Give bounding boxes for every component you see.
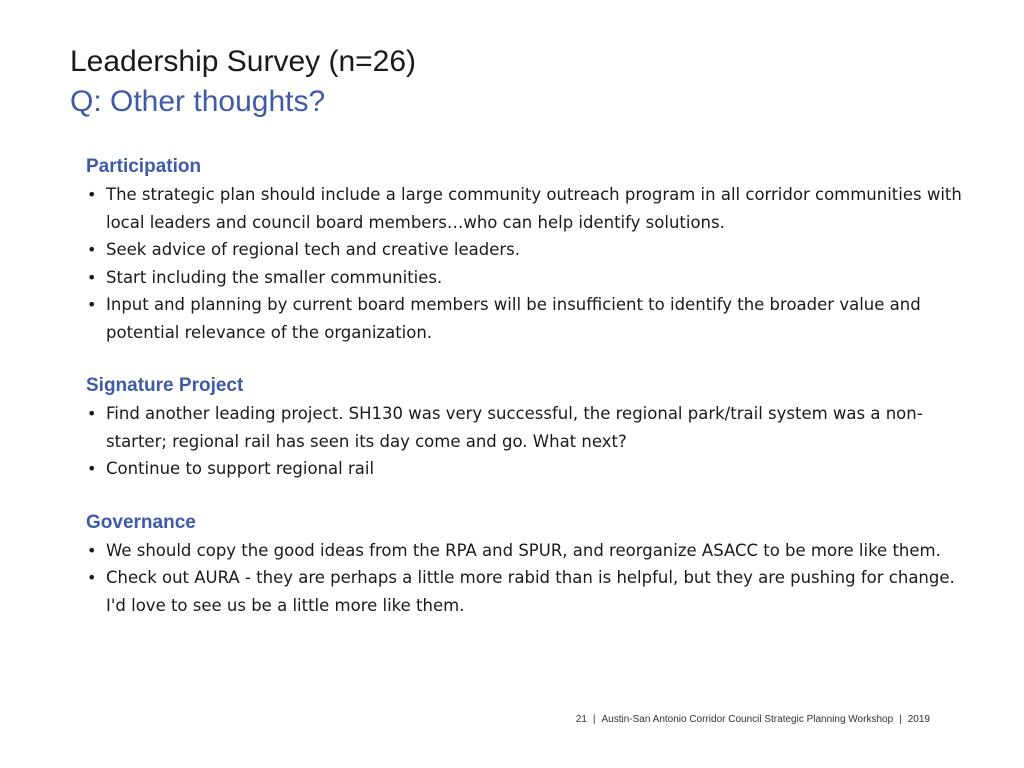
section-title: Participation <box>86 156 202 177</box>
bullet-text: Find another leading project. SH130 was very successful, the regional park/trail system was a non-starter; regional rail has seen its day come and go. What next? <box>106 404 923 451</box>
bullet-icon: • <box>87 295 97 314</box>
bullet-text: Start including the smaller communities. <box>106 267 443 287</box>
bullet-text: We should copy the good ideas from the RPA and SPUR, and reorganize ASACC to be more like them. <box>106 540 941 560</box>
bullet-list <box>86 537 966 620</box>
bullet-text: Check out AURA - they are perhaps a little more rabid than is helpful, but they are pushing for change. I'd love to see us be a little more like them. <box>106 568 955 615</box>
slide-title: Leadership Survey (n=26) <box>70 45 417 78</box>
bullet-text: Input and planning by current board members will be insufficient to identify the broader value and potential relevance of the organization. <box>106 295 921 342</box>
bullet-item <box>86 236 966 264</box>
bullet-item <box>86 291 966 346</box>
bullet-icon: • <box>87 568 97 587</box>
footer-text: Austin-San Antonio Corridor Council Strategic Planning Workshop <box>601 714 894 725</box>
bullet-list <box>86 181 966 346</box>
footer-year: 2019 <box>907 714 930 725</box>
page-number: 21 <box>575 714 587 725</box>
bullet-text: Seek advice of regional tech and creative leaders. <box>106 240 520 259</box>
bullet-icon: • <box>87 540 97 560</box>
slide-content <box>86 153 966 645</box>
footer-separator: | <box>592 714 596 725</box>
bullet-item <box>86 400 966 455</box>
footer-separator: | <box>899 714 902 725</box>
bullet-item <box>86 537 966 565</box>
bullet-icon: • <box>87 185 97 204</box>
section-title: Governance <box>86 511 196 533</box>
section-governance <box>86 509 966 620</box>
bullet-list <box>86 400 966 483</box>
bullet-item <box>86 264 966 292</box>
slide-footer <box>576 714 930 725</box>
section-signature-project <box>86 372 966 483</box>
bullet-icon: • <box>87 267 97 287</box>
slide-subtitle: Q: Other thoughts? <box>70 85 326 118</box>
bullet-text: Continue to support regional rail <box>106 459 375 478</box>
bullet-icon: • <box>87 459 97 478</box>
bullet-icon: • <box>87 404 97 423</box>
bullet-item <box>86 181 966 236</box>
bullet-item <box>86 564 966 619</box>
bullet-icon: • <box>87 240 97 259</box>
section-title: Signature Project <box>86 375 244 396</box>
bullet-item <box>86 455 966 483</box>
bullet-text: The strategic plan should include a large community outreach program in all corridor communities with local leaders and council board members…who can help identify solutions. <box>106 185 962 232</box>
section-participation <box>86 153 966 346</box>
